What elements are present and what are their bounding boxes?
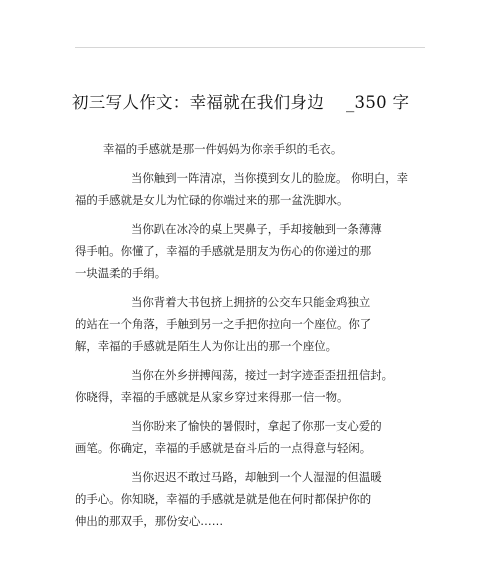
text-line: 当你背着大书包挤上拥挤的公交车只能金鸡独立 [131, 295, 371, 309]
text-line: 一块温柔的手绢。 [75, 266, 167, 280]
text-line: 你晓得，幸福的手感就是从家乡穿过来得那一信一物。 [75, 390, 349, 404]
document-title [72, 90, 432, 116]
paragraph [75, 415, 427, 459]
text-line: 幸福的手感就是那一件妈妈为你亲手织的毛衣。 [103, 142, 343, 156]
document-body [75, 138, 427, 539]
text-line: 当你迟迟不敢过马路，却触到一个人湿湿的但温暖 [131, 470, 382, 484]
text-line: 得手帕。你懂了，幸福的手感就是朋友为伤心的你递过的那 [75, 244, 372, 258]
text-line: 的站在一个角落，手触到另一之手把你拉向一个座位。你了 [75, 317, 372, 331]
title-main: 初三写人作文：幸福就在我们身边 [72, 93, 324, 112]
paragraph [75, 364, 427, 408]
paragraph [75, 291, 427, 357]
text-line: 当你趴在冰冷的桌上哭鼻子，手却接触到一条薄薄 [131, 222, 382, 236]
paragraph [75, 466, 427, 532]
paragraph [75, 218, 427, 284]
text-line: 画笔。你确定，幸福的手感就是奋斗后的一点得意与轻闲。 [75, 441, 372, 455]
header-divider [75, 47, 425, 48]
title-suffix: _350 字 [346, 93, 410, 112]
text-line: 解，幸福的手感就是陌生人为你让出的那一个座位。 [75, 339, 337, 353]
paragraph [75, 138, 427, 160]
text-line: 当你触到一阵清凉，当你摸到女儿的脸庞。 你明白，幸 [131, 171, 408, 185]
paragraph [75, 167, 427, 211]
text-line: 伸出的那双手，那份安心…… [75, 514, 224, 528]
text-line: 当你盼来了愉快的暑假时，拿起了你那一支心爱的 [131, 419, 382, 433]
text-line: 的手心。你知晓，幸福的手感就是就是他在何时都保护你的 [75, 492, 372, 506]
text-line: 当你在外乡拼搏闯荡，接过一封字迹歪歪扭扭信封。 [131, 368, 393, 382]
text-line: 福的手感就是女儿为忙碌的你端过来的那一盆洗脚水。 [75, 193, 349, 207]
